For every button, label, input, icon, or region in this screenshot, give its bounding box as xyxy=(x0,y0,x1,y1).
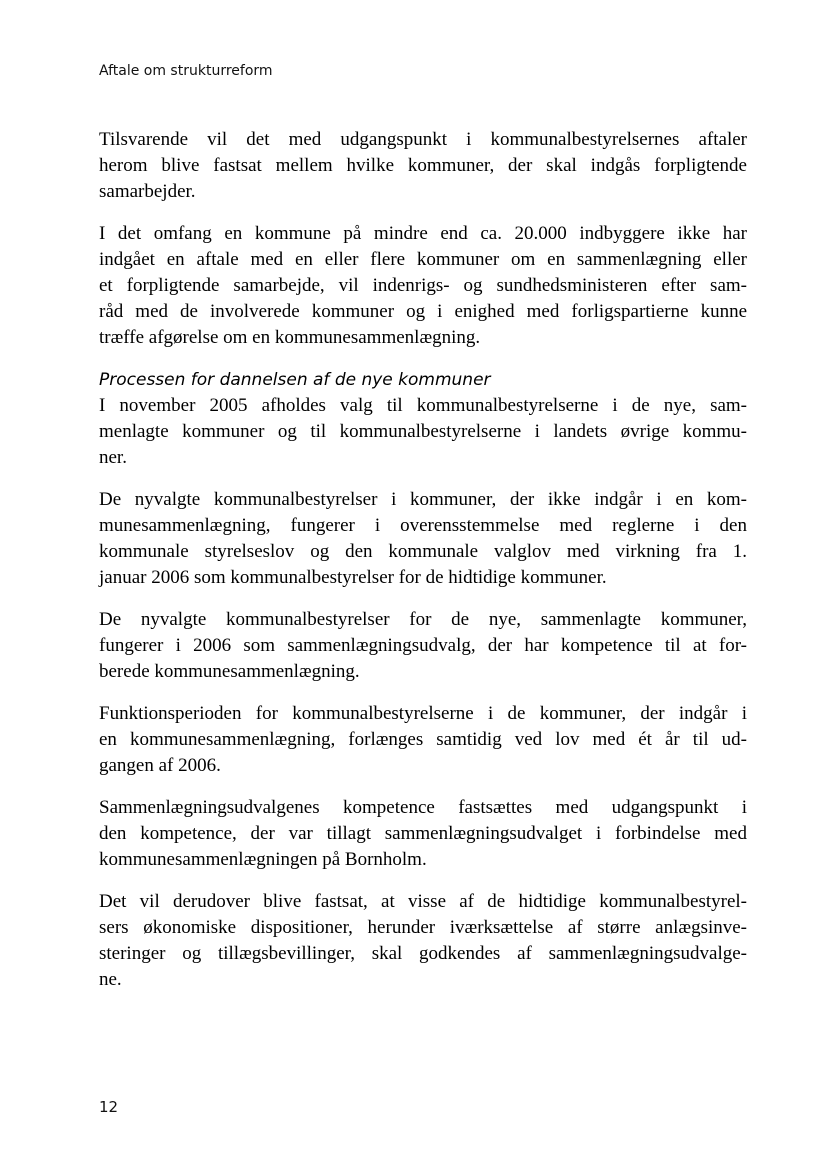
text-line: samarbejder. xyxy=(99,181,196,202)
text-line: menlagte kommuner og til kommunalbestyrelserne i landets øvrige kommu- xyxy=(99,421,747,442)
text-line: munesammenlægning, fungerer i overensstemmelse med reglerne i den xyxy=(99,515,747,536)
text-line: Tilsvarende vil det med udgangspunkt i kommunalbestyrelsernes aftaler xyxy=(99,129,747,150)
paragraph xyxy=(99,795,747,873)
text-line: træffe afgørelse om en kommunesammenlægning. xyxy=(99,327,481,348)
text-line: sers økonomiske dispositioner, herunder iværksættelse af større anlægsinve- xyxy=(99,917,747,938)
text-line: et forpligtende samarbejde, vil indenrigs- og sundhedsministeren efter sam- xyxy=(99,275,747,296)
text-line: herom blive fastsat mellem hvilke kommuner, der skal indgås forpligtende xyxy=(99,155,747,176)
paragraph xyxy=(99,889,747,993)
text-line: januar 2006 som kommunalbestyrelser for de hidtidige kommuner. xyxy=(99,567,607,588)
text-line: den kompetence, der var tillagt sammenlægningsudvalget i forbindelse med xyxy=(99,823,747,844)
document-body xyxy=(99,127,747,1009)
paragraph xyxy=(99,701,747,779)
paragraph xyxy=(99,367,747,471)
text-line: berede kommunesammenlægning. xyxy=(99,661,360,682)
text-line: ne. xyxy=(99,969,122,990)
text-line: gangen af 2006. xyxy=(99,755,221,776)
text-line: kommunale styrelseslov og den kommunale valglov med virkning fra 1. xyxy=(99,541,747,562)
text-line: steringer og tillægsbevillinger, skal godkendes af sammenlægningsudvalge- xyxy=(99,943,747,964)
text-line: Funktionsperioden for kommunalbestyrelserne i de kommuner, der indgår i xyxy=(99,703,747,724)
text-line: fungerer i 2006 som sammenlægningsudvalg, der har kompetence til at for- xyxy=(99,635,747,656)
text-line: De nyvalgte kommunalbestyrelser i kommuner, der ikke indgår i en kom- xyxy=(99,489,747,510)
page-number: 12 xyxy=(99,1098,119,1116)
paragraph xyxy=(99,221,747,351)
paragraph xyxy=(99,607,747,685)
text-line: Sammenlægningsudvalgenes kompetence fastsættes med udgangspunkt i xyxy=(99,797,747,818)
text-line: ner. xyxy=(99,447,127,468)
paragraph xyxy=(99,487,747,591)
text-line: Det vil derudover blive fastsat, at visse af de hidtidige kommunalbestyrel- xyxy=(99,891,747,912)
text-line: De nyvalgte kommunalbestyrelser for de nye, sammenlagte kommuner, xyxy=(99,609,747,630)
paragraph xyxy=(99,127,747,205)
text-line: I det omfang en kommune på mindre end ca. 20.000 indbyggere ikke har xyxy=(99,223,747,244)
section-heading: Processen for dannelsen af de nye kommuner xyxy=(99,370,491,390)
text-line: råd med de involverede kommuner og i enighed med forligspartierne kunne xyxy=(99,301,747,322)
running-head: Aftale om strukturreform xyxy=(99,63,273,79)
text-line: kommunesammenlægningen på Bornholm. xyxy=(99,849,427,870)
text-line: en kommunesammenlægning, forlænges samtidig ved lov med ét år til ud- xyxy=(99,729,747,750)
text-line: I november 2005 afholdes valg til kommunalbestyrelserne i de nye, sam- xyxy=(99,395,747,416)
text-line: indgået en aftale med en eller flere kommuner om en sammenlægning eller xyxy=(99,249,747,270)
